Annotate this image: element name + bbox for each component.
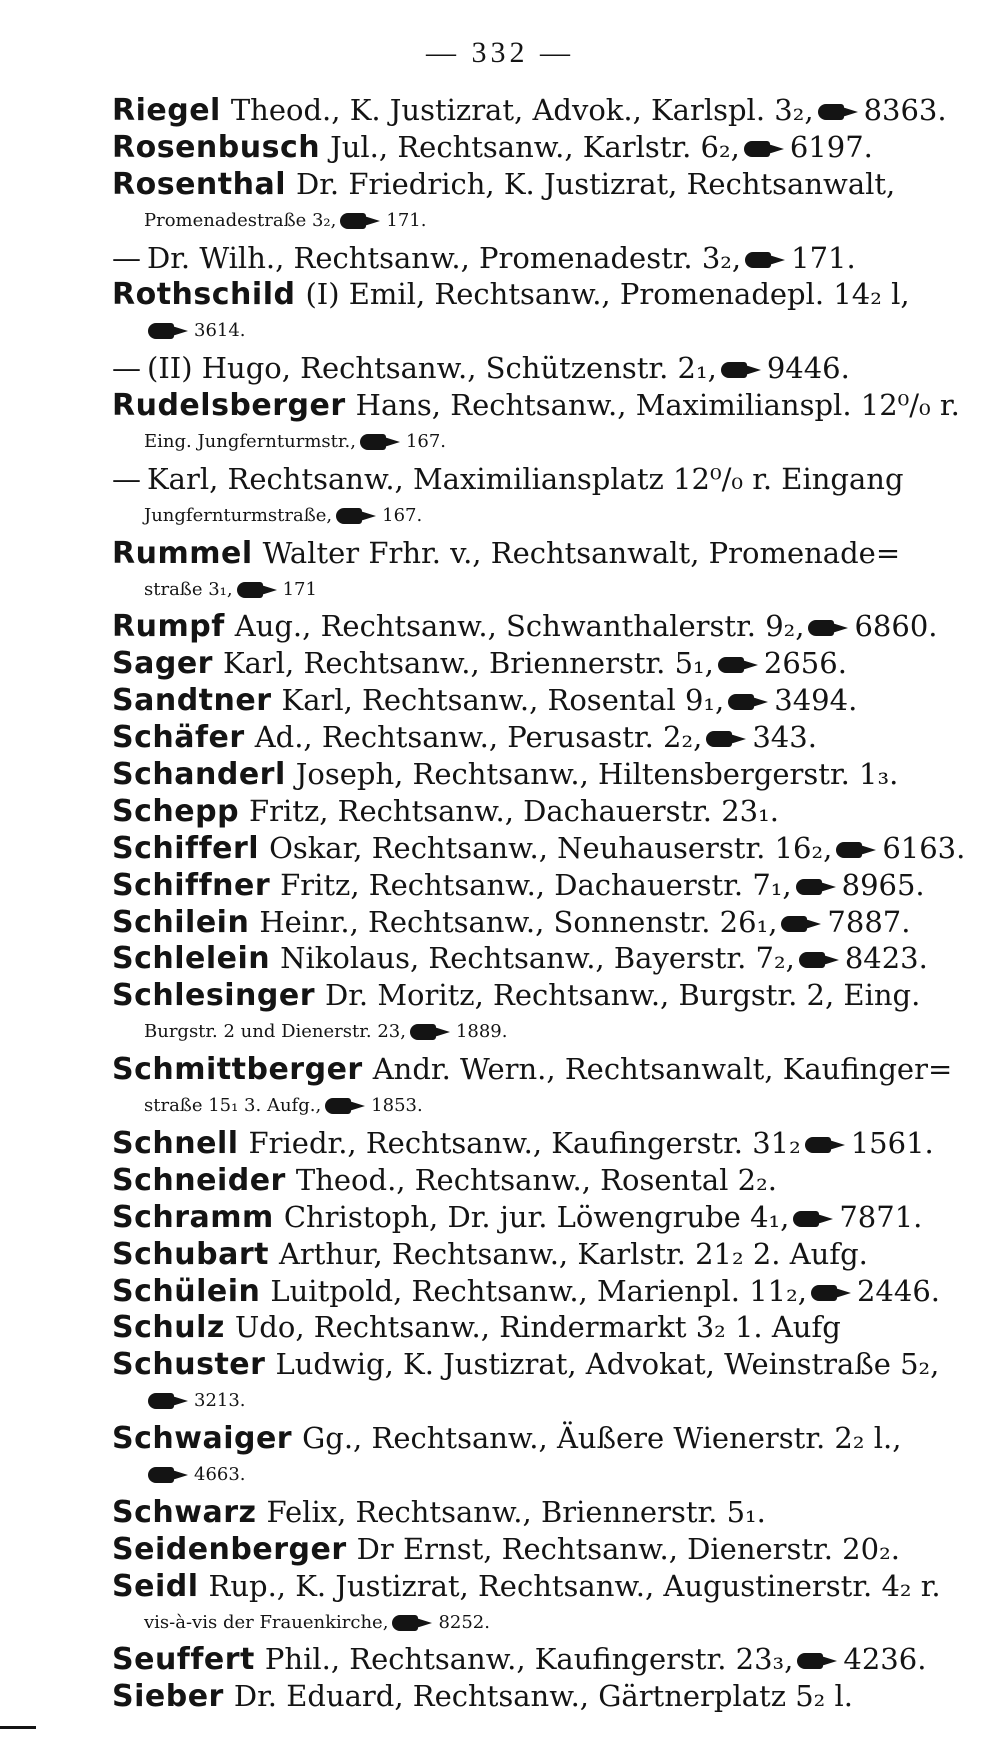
entry-line (112, 129, 972, 166)
directory-entry (112, 904, 972, 941)
entry-surname: Seuffert (112, 1642, 255, 1678)
entry-line (112, 719, 972, 756)
entry-surname: Rosenthal (112, 166, 286, 202)
telephone-icon (805, 1136, 845, 1154)
entry-text: Theod., Rechtsanw., Rosental 2₂. (295, 1162, 777, 1197)
entry-line (112, 867, 972, 904)
entry-continuation-line (112, 1088, 972, 1125)
entry-text: Gg., Rechtsanw., Äußere Wienerstr. 2₂ l., (302, 1421, 902, 1456)
telephone-icon (237, 581, 277, 599)
directory-entry (112, 1309, 972, 1346)
entry-text: Udo, Rechtsanw., Rindermarkt 3₂ 1. Aufg (234, 1310, 841, 1345)
entry-text: Rup., K. Justizrat, Rechtsanw., Augustinerstr. 4₂ r. (208, 1568, 941, 1603)
entry-surname: Schäfer (112, 720, 245, 756)
directory-entry (112, 793, 972, 830)
directory-entry (112, 1531, 972, 1568)
entry-surname: Schlesinger (112, 978, 315, 1014)
ditto-dash: — (112, 351, 141, 386)
entry-continuation-line (112, 572, 972, 609)
phone-number: 6860. (854, 609, 938, 644)
entry-surname: Schwaiger (112, 1421, 293, 1457)
phone-number: 3213. (194, 1390, 246, 1412)
entry-surname: Schneider (112, 1162, 286, 1198)
telephone-icon (799, 951, 839, 969)
directory-entry (112, 276, 972, 350)
entry-text: Phil., Rechtsanw., Kaufingerstr. 23₃, (264, 1642, 794, 1677)
telephone-icon (392, 1614, 432, 1632)
entry-continuation-line (112, 498, 972, 535)
directory-entry (112, 92, 972, 129)
entry-text: Joseph, Rechtsanw., Hiltensbergerstr. 1₃. (295, 757, 899, 792)
directory-entry (112, 867, 972, 904)
directory-entry (112, 719, 972, 756)
phone-number: 167. (382, 504, 423, 526)
entry-continuation-line (112, 1457, 972, 1494)
phone-number: 1853. (371, 1095, 423, 1117)
entry-surname: Rothschild (112, 277, 296, 313)
phone-number: 4236. (843, 1642, 927, 1677)
entry-line (112, 977, 972, 1014)
entry-line (112, 1051, 972, 1088)
directory-entry (112, 645, 972, 682)
telephone-icon (340, 212, 380, 230)
entry-text: Karl, Rechtsanw., Briennerstr. 5₁, (222, 646, 714, 681)
entry-text: Hans, Rechtsanw., Maximilianspl. 12⁰/₀ r. (355, 388, 960, 423)
entry-line (112, 793, 972, 830)
telephone-icon (808, 619, 848, 637)
telephone-icon (148, 322, 188, 340)
entry-surname: Sandtner (112, 683, 272, 719)
entry-text: Dr. Moritz, Rechtsanw., Burgstr. 2, Eing. (325, 978, 921, 1013)
entry-text: Nikolaus, Rechtsanw., Bayerstr. 7₂, (280, 941, 795, 976)
telephone-icon (360, 433, 400, 451)
directory-entry (112, 830, 972, 867)
entry-text: Dr. Wilh., Rechtsanw., Promenadestr. 3₂, (147, 240, 742, 275)
entry-line (112, 461, 972, 498)
entry-line (112, 830, 972, 867)
directory-entry (112, 1199, 972, 1236)
telephone-icon (745, 251, 785, 269)
directory-entry (112, 350, 972, 387)
entry-line (112, 1273, 972, 1310)
entry-text: Fritz, Rechtsanw., Dachauerstr. 23₁. (249, 793, 779, 828)
entry-line (112, 240, 972, 277)
phone-number: 8965. (841, 867, 925, 902)
entry-surname: Seidl (112, 1568, 199, 1604)
entry-text: Aug., Rechtsanw., Schwanthalerstr. 9₂, (234, 609, 805, 644)
entry-surname: Schmittberger (112, 1052, 363, 1088)
entry-surname: Rosenbusch (112, 129, 321, 165)
entry-text: Karl, Rechtsanw., Maximiliansplatz 12⁰/₀ r. Eingang (147, 461, 904, 496)
entry-text: Theod., K. Justizrat, Advok., Karlspl. 3₂, (230, 93, 814, 127)
phone-number: 167. (405, 431, 447, 453)
entry-text: Friedr., Rechtsanw., Kaufingerstr. 31₂ (248, 1125, 801, 1160)
entry-surname: Schlelein (112, 941, 271, 977)
phone-number: 1889. (455, 1021, 508, 1043)
entry-line (112, 166, 972, 203)
entry-line (112, 756, 972, 793)
directory-entry (112, 535, 972, 609)
entry-line (112, 1678, 972, 1715)
entry-surname: Schnell (112, 1125, 239, 1161)
corner-mark (0, 1726, 36, 1729)
entry-continuation-line (112, 1383, 972, 1420)
entry-line (112, 276, 972, 313)
entry-line (112, 1162, 972, 1199)
entry-text: Jul., Rechtsanw., Karlstr. 6₂, (330, 129, 740, 164)
entry-line (112, 1641, 972, 1678)
entry-surname: Rummel (112, 535, 253, 571)
phone-number: 343. (752, 720, 817, 755)
entry-line (112, 1309, 972, 1346)
telephone-icon (728, 693, 768, 711)
entry-line (112, 608, 972, 645)
telephone-icon (793, 1210, 833, 1228)
entry-line (112, 682, 972, 719)
telephone-icon (706, 730, 746, 748)
entry-text: Promenadestraße 3₂, (144, 209, 337, 231)
entry-text: Christoph, Dr. jur. Löwengrube 4₁, (283, 1199, 790, 1234)
telephone-icon (836, 841, 876, 859)
entry-line (112, 92, 972, 129)
telephone-icon (796, 878, 836, 896)
entry-line (112, 535, 972, 572)
phone-number: 1561. (850, 1125, 934, 1160)
entry-text: Eing. Jungfernturmstr., (144, 431, 356, 453)
entry-text: Ad., Rechtsanw., Perusastr. 2₂, (254, 720, 703, 755)
telephone-icon (744, 140, 784, 158)
entry-surname: Sager (112, 646, 213, 682)
telephone-icon (811, 1284, 851, 1302)
entry-surname: Schanderl (112, 757, 286, 793)
phone-number: 7887. (827, 904, 911, 939)
directory-entry (112, 1494, 972, 1531)
entry-line (112, 1568, 972, 1605)
entry-line (112, 1236, 972, 1273)
entry-surname: Rudelsberger (112, 388, 346, 424)
ditto-dash: — (112, 240, 141, 275)
entry-text: straße 15₁ 3. Aufg., (144, 1095, 322, 1117)
directory-entry (112, 682, 972, 719)
phone-number: 3494. (774, 683, 858, 718)
directory-entry (112, 1678, 972, 1715)
entry-text: Heinr., Rechtsanw., Sonnenstr. 26₁, (259, 904, 778, 939)
ditto-dash: — (112, 461, 141, 496)
entry-surname: Rumpf (112, 609, 225, 645)
directory-entry (112, 1346, 972, 1420)
phone-number: 8363. (863, 93, 947, 127)
entry-text: Arthur, Rechtsanw., Karlstr. 21₂ 2. Aufg. (278, 1236, 868, 1271)
entry-text: Luitpold, Rechtsanw., Marienpl. 11₂, (270, 1273, 807, 1308)
entry-text: Felix, Rechtsanw., Briennerstr. 5₁. (266, 1494, 766, 1529)
directory-entry (112, 1051, 972, 1125)
phone-number: 6163. (882, 830, 966, 865)
entry-surname: Schepp (112, 793, 240, 829)
telephone-icon (718, 656, 758, 674)
directory-entry (112, 1420, 972, 1494)
entry-surname: Sieber (112, 1679, 224, 1715)
directory-entry (112, 977, 972, 1051)
entry-text: straße 3₁, (144, 578, 233, 600)
entry-text: Karl, Rechtsanw., Rosental 9₁, (281, 683, 725, 718)
telephone-icon (148, 1392, 188, 1410)
phone-number: 8252. (438, 1611, 490, 1633)
directory-entry (112, 387, 972, 461)
entry-text: Ludwig, K. Justizrat, Advokat, Weinstraße 5₂, (275, 1347, 940, 1382)
entry-continuation-line (112, 1605, 972, 1642)
entry-line (112, 1125, 972, 1162)
entry-line (112, 645, 972, 682)
entry-surname: Schuster (112, 1347, 266, 1383)
entry-text: Fritz, Rechtsanw., Dachauerstr. 7₁, (280, 867, 792, 902)
phone-number: 171. (386, 209, 427, 231)
entry-text: Oskar, Rechtsanw., Neuhauserstr. 16₂, (269, 830, 833, 865)
entry-line (112, 1346, 972, 1383)
entry-text: Walter Frhr. v., Rechtsanwalt, Promenade= (262, 535, 901, 570)
entry-surname: Schulz (112, 1310, 225, 1346)
directory-entry (112, 608, 972, 645)
directory-entry (112, 166, 972, 240)
entry-continuation-line (112, 424, 972, 461)
phone-number: 171. (791, 240, 856, 275)
phone-number: 7871. (839, 1199, 923, 1234)
entry-surname: Schubart (112, 1236, 269, 1272)
entry-text: Burgstr. 2 und Dienerstr. 23, (144, 1021, 406, 1043)
entry-line (112, 1420, 972, 1457)
entry-surname: Schilein (112, 904, 250, 940)
entry-continuation-line (112, 313, 972, 350)
entry-surname: Schramm (112, 1199, 274, 1235)
entry-surname: Schiffner (112, 867, 271, 903)
entry-text: Dr. Eduard, Rechtsanw., Gärtnerplatz 5₂ l. (233, 1679, 853, 1714)
phone-number: 3614. (194, 320, 246, 342)
telephone-icon (818, 103, 858, 121)
telephone-icon (410, 1023, 450, 1041)
telephone-icon (721, 361, 761, 379)
phone-number: 6197. (789, 129, 873, 164)
entry-line (112, 1531, 972, 1568)
entry-continuation-line (112, 203, 972, 240)
entry-line (112, 387, 972, 424)
entry-surname: Schwarz (112, 1494, 257, 1530)
entry-text: Dr Ernst, Rechtsanw., Dienerstr. 20₂. (356, 1531, 900, 1566)
directory-entry (112, 461, 972, 535)
directory-entry (112, 1641, 972, 1678)
entry-line (112, 1199, 972, 1236)
telephone-icon (325, 1097, 365, 1115)
phone-number: 4663. (194, 1463, 246, 1485)
entry-surname: Schifferl (112, 830, 260, 866)
directory-entry (112, 1125, 972, 1162)
entry-list (112, 92, 972, 1715)
entry-text: Jungfernturmstraße, (144, 504, 333, 526)
entry-line (112, 904, 972, 941)
phone-number: 9446. (766, 351, 850, 386)
directory-entry (112, 1568, 972, 1642)
entry-text: (II) Hugo, Rechtsanw., Schützenstr. 2₁, (147, 351, 717, 386)
directory-entry (112, 756, 972, 793)
entry-surname: Schülein (112, 1273, 261, 1309)
entry-surname: Riegel (112, 93, 221, 128)
telephone-icon (336, 507, 376, 525)
telephone-icon (148, 1466, 188, 1484)
entry-surname: Seidenberger (112, 1531, 347, 1567)
entry-text: vis-à-vis der Frauenkirche, (144, 1611, 389, 1633)
telephone-icon (781, 915, 821, 933)
directory-entry (112, 240, 972, 277)
phone-number: 2446. (856, 1273, 941, 1308)
entry-text: Andr. Wern., Rechtsanwalt, Kaufinger= (372, 1052, 953, 1087)
directory-entry (112, 940, 972, 977)
phone-number: 2656. (763, 646, 847, 681)
entry-line (112, 940, 972, 977)
entry-continuation-line (112, 1014, 972, 1051)
page-number: — 332 — (426, 36, 574, 69)
entry-line (112, 1494, 972, 1531)
entry-line (112, 350, 972, 387)
entry-text: (I) Emil, Rechtsanw., Promenadepl. 14₂ l, (305, 277, 910, 312)
phone-number: 8423. (844, 941, 928, 976)
directory-entry (112, 1236, 972, 1273)
directory-entry (112, 1162, 972, 1199)
directory-entry (112, 129, 972, 166)
telephone-icon (797, 1652, 837, 1670)
directory-entry (112, 1273, 972, 1310)
phone-number: 171 (282, 578, 317, 600)
entry-text: Dr. Friedrich, K. Justizrat, Rechtsanwalt, (296, 166, 896, 201)
